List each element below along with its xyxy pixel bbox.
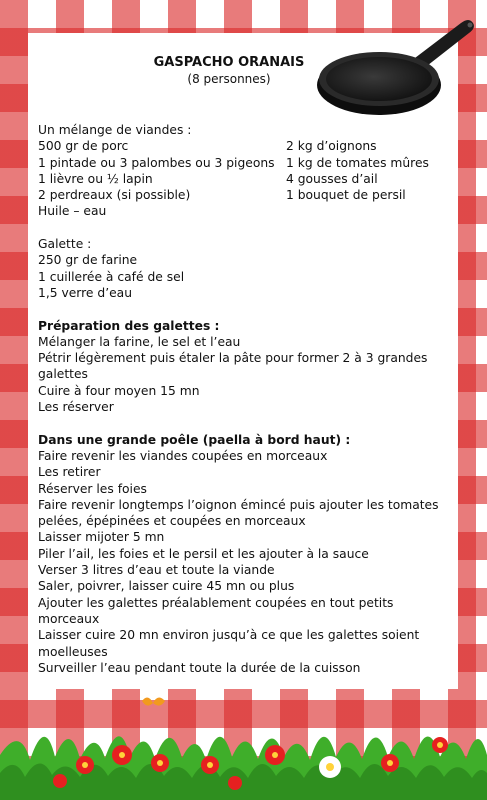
cooking-step: Surveiller l’eau pendant toute la durée de la cuisson — [38, 660, 361, 675]
vegetable-item: 1 bouquet de persil — [286, 188, 406, 203]
ingredients-columns — [38, 138, 456, 219]
meat-item: 500 gr de porc — [38, 139, 129, 154]
galette-heading: Galette : — [38, 237, 92, 252]
cooking-step: Saler, poivrer, laisser cuire 45 mn ou plus — [38, 579, 295, 594]
prep-step: Mélanger la farine, le sel et l’eau — [38, 334, 241, 349]
cooking-step: Faire revenir les viandes coupées en morceaux — [38, 448, 328, 463]
cooking-step: Réserver les foies — [38, 481, 147, 496]
meat-item: Huile – eau — [38, 204, 107, 219]
meat-item: 1 lièvre ou ½ lapin — [38, 171, 153, 186]
cooking-step: Les retirer — [38, 465, 101, 480]
vegetable-item: 4 gousses d’ail — [286, 171, 378, 186]
recipe-body — [38, 122, 456, 676]
prep-step: Pétrir légèrement puis étaler la pâte pour former 2 à 3 grandes galettes — [38, 351, 428, 382]
cooking-step: Laisser mijoter 5 mn — [38, 530, 165, 545]
grass-flowers-decoration — [0, 685, 487, 800]
cooking-step: Laisser cuire 20 mn environ jusqu’à ce que les galettes soient moelleuses — [38, 628, 420, 659]
poele-heading: Dans une grande poêle (paella à bord haut) : — [38, 432, 351, 447]
meats-heading: Un mélange de viandes : — [38, 123, 192, 137]
frying-pan-icon — [311, 13, 486, 123]
vegetable-item: 1 kg de tomates mûres — [286, 155, 429, 170]
vegetable-item: 2 kg d’oignons — [286, 139, 377, 154]
galette-item: 250 gr de farine — [38, 253, 138, 268]
vegetables-list — [286, 138, 456, 219]
prep-step: Les réserver — [38, 400, 114, 415]
recipe-card — [28, 33, 458, 689]
cooking-step: Verser 3 litres d’eau et toute la viande — [38, 563, 275, 578]
meat-item: 2 perdreaux (si possible) — [38, 188, 191, 203]
meat-item: 1 pintade ou 3 palombes ou 3 pigeons — [38, 155, 275, 170]
meats-list — [38, 138, 286, 219]
galette-item: 1 cuillerée à café de sel — [38, 269, 185, 284]
cooking-step: Ajouter les galettes préalablement coupées en tout petits morceaux — [38, 595, 394, 626]
recipe-title: GASPACHO ORANAIS — [153, 55, 305, 70]
prep-galettes-heading: Préparation des galettes : — [38, 318, 220, 333]
galette-item: 1,5 verre d’eau — [38, 285, 133, 300]
cooking-step: Faire revenir longtemps l’oignon émincé puis ajouter les tomates pelées, épépinées et coupées en morceaux — [38, 497, 439, 529]
recipe-servings: (8 personnes) — [187, 72, 271, 86]
cooking-step: Piler l’ail, les foies et le persil et les ajouter à la sauce — [38, 546, 369, 561]
prep-step: Cuire à four moyen 15 mn — [38, 383, 200, 398]
